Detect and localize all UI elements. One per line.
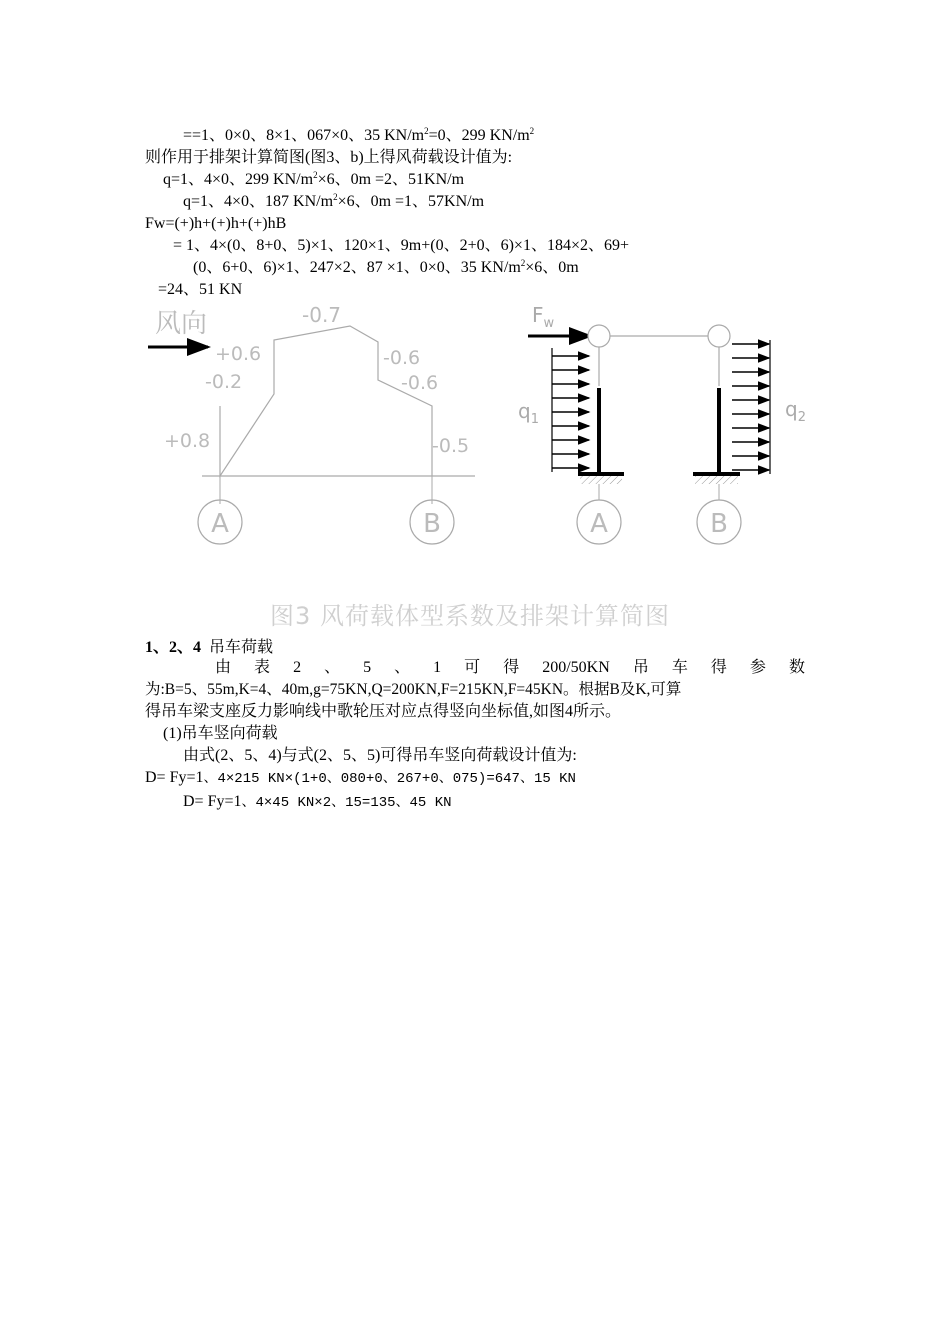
formula-dmax: D= Fy=1、4×215 KN×(1+0、080+0、267+0、075)=647、15 KN (145, 769, 576, 787)
coef-left-roof-upper: +0.6 (215, 343, 262, 365)
section-para-line-2: 为:B=5、55m,K=4、40m,g=75KN,Q=200KN,F=215KN,F=45KN。根据B及K,可算 (145, 681, 682, 698)
left-support-hatch (580, 476, 622, 484)
subsection-heading: (1)吊车竖向荷载 (163, 725, 278, 742)
left-joint (588, 325, 610, 347)
axis-a-label: A (211, 509, 229, 539)
section-para-line-1: 由 表 2 、 5 、 1 可 得 200/50KN 吊 车 得 参 数 (215, 659, 805, 676)
q2-label: $q_2$ (785, 397, 806, 425)
fw-label: $F_w$ (532, 303, 555, 331)
bent-frame-diagram (518, 303, 806, 544)
formula-line-2: 则作用于排架计算简图(图3、b)上得风荷载设计值为: (145, 149, 513, 166)
q1-distributed-load (552, 348, 589, 472)
coef-ridge: -0.7 (302, 303, 342, 327)
formula-line-fw-calc-1: = 1、4×(0、8+0、5)×1、120×1、9m+(0、2+0、6)×1、184×2、69+ (173, 237, 629, 254)
formula-dmin: D= Fy=1、4×45 KN×2、15=135、45 KN (183, 793, 452, 811)
formula-line-fw: Fw=(+)h+(+)h+(+)hB (145, 215, 287, 232)
formula-line-q2: q=1、4×0、187 $KN/m^2\times 6$、0m =1、57KN/m (183, 192, 485, 210)
frame-axis-b-label: B (710, 509, 728, 539)
q1-label: $q_1$ (518, 399, 539, 427)
coef-left-roof-lower: -0.2 (205, 371, 243, 393)
formula-line-1: ==1、0×0、8×1、067×0、35 $KN/m^2=0$、299 $KN/m^2$ (183, 126, 535, 144)
q2-distributed-load (732, 340, 770, 474)
section-heading: 1、2、4 吊车荷载 (145, 639, 274, 656)
right-support-hatch (695, 476, 738, 484)
formula-line-q1: q=1、4×0、299 $KN/m^2\times 6$、0m =2、51KN/m (163, 170, 465, 188)
right-joint (708, 325, 730, 347)
coef-windward-wall: +0.8 (164, 430, 211, 452)
shape-coefficient-diagram (148, 303, 475, 544)
coef-right-roof-upper: -0.6 (383, 347, 421, 369)
figure-caption: 图3 风荷载体型系数及排架计算简图 (270, 602, 670, 630)
wind-load-figure (140, 296, 820, 636)
section-para-line-3: 得吊车梁支座反力影响线中歌轮压对应点得竖向坐标值,如图4所示。 (145, 703, 622, 720)
wind-direction-label: 风向 (155, 309, 208, 339)
formula-line-fw-calc-2: (0、6+0、6)×1、247×2、87 ×1、0×0、35 $KN/m^2\times 6$、0m (193, 258, 579, 276)
coef-right-roof-lower: -0.6 (401, 372, 439, 394)
coef-leeward-wall: -0.5 (432, 435, 470, 457)
axis-b-label: B (423, 509, 441, 539)
subsection-text: 由式(2、5、4)与式(2、5、5)可得吊车竖向荷载设计值为: (183, 747, 577, 764)
frame-axis-a-label: A (590, 509, 608, 539)
formula-line-fw-result: =24、51 KN (158, 281, 243, 298)
